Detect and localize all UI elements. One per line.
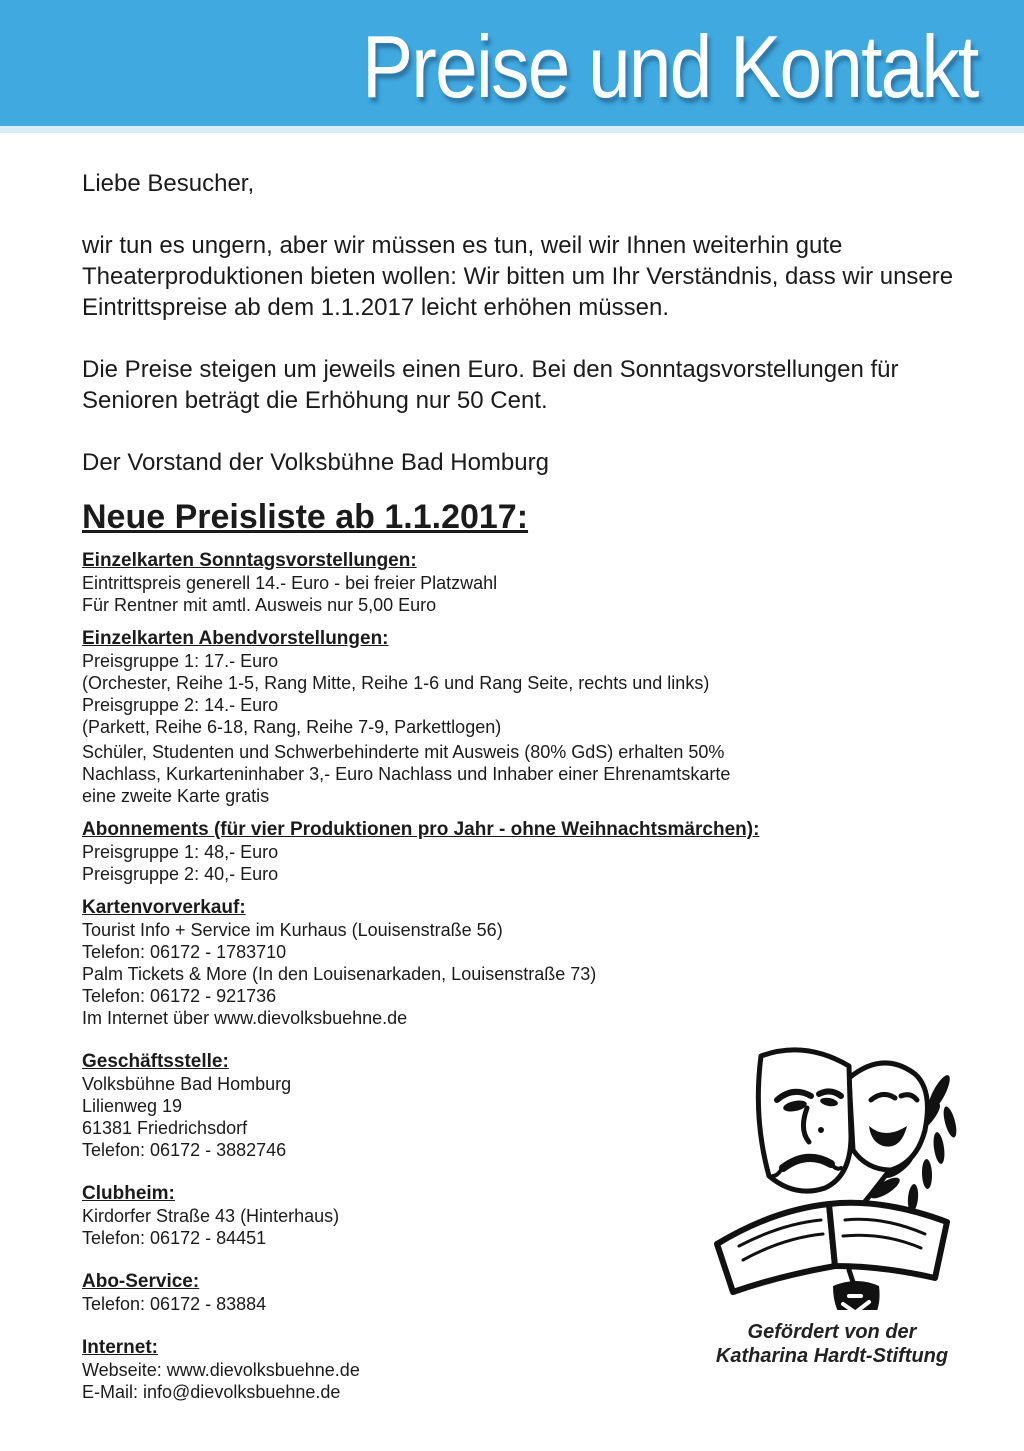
theater-masks-icon bbox=[703, 1038, 961, 1310]
phone-line: Telefon: 06172 - 1783710 bbox=[82, 942, 287, 962]
price-line: Preisgruppe 2: 40,- Euro bbox=[82, 864, 279, 884]
phone-line: Telefon: 06172 - 3882746 bbox=[82, 1140, 287, 1160]
price-line: Preisgruppe 2: 14.- Euro bbox=[82, 695, 279, 715]
sponsor-caption-line2: Katharina Hardt-Stiftung bbox=[715, 1345, 949, 1367]
section-geschaeftsstelle bbox=[82, 1051, 782, 1161]
section-title: Kartenvorverkauf: bbox=[82, 897, 246, 918]
address-line: 61381 Friedrichsdorf bbox=[82, 1118, 248, 1138]
section-title: Einzelkarten Sonntagsvorstellungen: bbox=[82, 550, 417, 571]
section-title: Clubheim: bbox=[82, 1183, 175, 1204]
section-abendvorstellungen bbox=[82, 628, 782, 807]
phone-line: Telefon: 06172 - 83884 bbox=[82, 1294, 267, 1314]
address-line: Lilienweg 19 bbox=[82, 1096, 183, 1116]
sponsor-block bbox=[692, 1038, 972, 1368]
phone-line: Telefon: 06172 - 921736 bbox=[82, 986, 277, 1006]
salutation: Liebe Besucher, bbox=[82, 170, 255, 197]
website-line: Im Internet über www.dievolksbuehne.de bbox=[82, 1008, 408, 1028]
contact-line: Palm Tickets & More (In den Louisenarkaden, Louisenstraße 73) bbox=[82, 964, 597, 984]
discount-note: Schüler, Studenten und Schwerbehinderte mit Ausweis (80% GdS) erhalten 50% Nachlass, Kurkarteninhaber 3,- Euro Nachlass und Inhaber einer Ehrenamtskarte eine zweite Karte gratis bbox=[82, 742, 731, 806]
address-line: Kirdorfer Straße 43 (Hinterhaus) bbox=[82, 1206, 340, 1226]
price-line: Preisgruppe 1: 48,- Euro bbox=[82, 842, 279, 862]
section-title: Internet: bbox=[82, 1337, 158, 1358]
section-internet bbox=[82, 1337, 782, 1403]
website-line: Webseite: www.dievolksbuehne.de bbox=[82, 1360, 360, 1380]
section-kartenvorverkauf bbox=[82, 897, 782, 1029]
section-clubheim bbox=[82, 1183, 782, 1249]
phone-line: Telefon: 06172 - 84451 bbox=[82, 1228, 267, 1248]
contact-line: Tourist Info + Service im Kurhaus (Louisenstraße 56) bbox=[82, 920, 503, 940]
header-banner bbox=[0, 0, 1024, 133]
price-line: Preisgruppe 1: 17.- Euro bbox=[82, 651, 279, 671]
price-line: Eintrittspreis generell 14.- Euro - bei freier Platzwahl bbox=[82, 573, 498, 593]
pricelist-heading: Neue Preisliste ab 1.1.2017: bbox=[82, 498, 529, 536]
section-title: Abo-Service: bbox=[82, 1271, 200, 1292]
price-line: Für Rentner mit amtl. Ausweis nur 5,00 Euro bbox=[82, 595, 437, 615]
intro-paragraph-1: wir tun es ungern, aber wir müssen es tun, weil wir Ihnen weiterhin gute Theaterproduktionen bieten wollen: Wir bitten um Ihr Verständnis, dass wir unsere Eintrittspreise ab dem 1.1.2017 leicht erhöhen müssen. bbox=[82, 232, 954, 321]
intro-paragraph-2: Die Preise steigen um jeweils einen Euro. Bei den Sonntagsvorstellungen für Senioren beträgt die Erhöhung nur 50 Cent. bbox=[82, 356, 899, 414]
section-abonnements bbox=[82, 819, 782, 885]
address-line: Volksbühne Bad Homburg bbox=[82, 1074, 292, 1094]
section-title: Abonnements (für vier Produktionen pro Jahr - ohne Weihnachtsmärchen): bbox=[82, 819, 760, 840]
sponsor-caption-line1: Gefördert von der bbox=[747, 1321, 917, 1343]
price-line: (Parkett, Reihe 6-18, Rang, Reihe 7-9, Parkettlogen) bbox=[82, 717, 502, 737]
email-line: E-Mail: info@dievolksbuehne.de bbox=[82, 1382, 341, 1402]
section-sonntagsvorstellungen bbox=[82, 550, 782, 616]
signature-line: Der Vorstand der Volksbühne Bad Homburg bbox=[82, 449, 549, 476]
section-title: Einzelkarten Abendvorstellungen: bbox=[82, 628, 389, 649]
section-abo-service bbox=[82, 1271, 782, 1315]
price-line: (Orchester, Reihe 1-5, Rang Mitte, Reihe 1-6 und Rang Seite, rechts und links) bbox=[82, 673, 710, 693]
page-title: Preise und Kontakt bbox=[362, 17, 978, 116]
section-title: Geschäftsstelle: bbox=[82, 1051, 229, 1072]
